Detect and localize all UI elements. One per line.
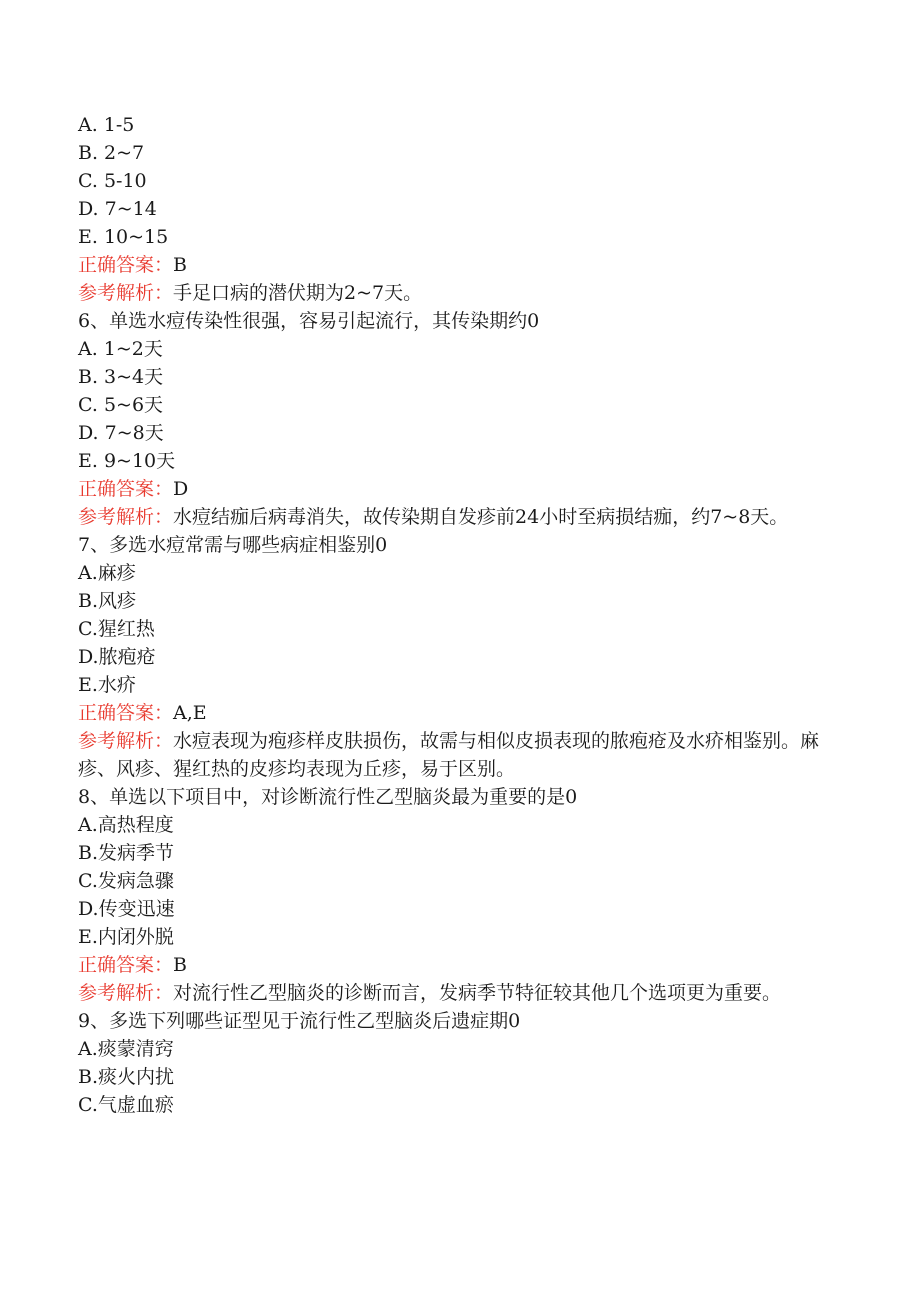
q9-option-b: B.痰火内扰 <box>78 1066 175 1088</box>
analysis-label: 参考解析： <box>78 506 174 528</box>
analysis-text: 水痘结痂后病毒消失，故传染期自发疹前24小时至病损结痂，约7~8天。 <box>173 506 789 528</box>
q8-answer <box>78 951 838 979</box>
answer-label: 正确答案： <box>78 954 174 976</box>
q7-option-c: C.猩红热 <box>78 618 155 640</box>
q5-option-d: D. 7~14 <box>78 198 157 220</box>
q6-option-d: D. 7~8天 <box>78 422 164 444</box>
answer-value: B <box>173 954 187 976</box>
q5-option-a: A. 1-5 <box>78 114 135 136</box>
q6-option-b: B. 3~4天 <box>78 366 164 388</box>
q6-analysis <box>78 503 838 531</box>
q8-option-a: A.高热程度 <box>78 814 174 836</box>
question-5 <box>78 111 838 307</box>
q9-option-c: C.气虚血瘀 <box>78 1094 174 1116</box>
q7-option-b: B.风疹 <box>78 590 137 612</box>
question-6 <box>78 307 838 531</box>
q8-analysis <box>78 979 838 1007</box>
analysis-text: 水痘表现为疱疹样皮肤损伤，故需与相似皮损表现的脓疱疮及水疥相鉴别。麻疹、风疹、猩红热的皮疹均表现为丘疹，易于区别。 <box>78 730 820 780</box>
question-9 <box>78 1007 838 1119</box>
analysis-label: 参考解析： <box>78 982 174 1004</box>
q6-question: 6、单选水痘传染性很强，容易引起流行，其传染期约0 <box>78 310 540 332</box>
q8-option-e: E.内闭外脱 <box>78 926 174 948</box>
q5-option-e: E. 10~15 <box>78 226 169 248</box>
q7-answer <box>78 699 838 727</box>
answer-label: 正确答案： <box>78 478 174 500</box>
q9-option-a: A.痰蒙清窍 <box>78 1038 174 1060</box>
q7-question: 7、多选水痘常需与哪些病症相鉴别0 <box>78 534 388 556</box>
q6-answer <box>78 475 838 503</box>
q8-option-d: D.传变迅速 <box>78 898 175 920</box>
q8-option-b: B.发病季节 <box>78 842 175 864</box>
answer-label: 正确答案： <box>78 254 174 276</box>
analysis-label: 参考解析： <box>78 282 174 304</box>
q6-option-a: A. 1~2天 <box>78 338 163 360</box>
question-8 <box>78 783 838 1007</box>
q8-option-c: C.发病急骤 <box>78 870 174 892</box>
answer-value: D <box>173 478 189 500</box>
q5-option-c: C. 5-10 <box>78 170 147 192</box>
analysis-text: 对流行性乙型脑炎的诊断而言，发病季节特征较其他几个选项更为重要。 <box>173 982 782 1004</box>
answer-value: A,E <box>173 702 207 724</box>
q7-option-a: A.麻疹 <box>78 562 136 584</box>
q7-analysis <box>78 727 838 783</box>
q8-question: 8、单选以下项目中，对诊断流行性乙型脑炎最为重要的是0 <box>78 786 578 808</box>
analysis-label: 参考解析： <box>78 730 174 752</box>
answer-value: B <box>173 254 187 276</box>
answer-label: 正确答案： <box>78 702 174 724</box>
document-page <box>78 111 838 1119</box>
q9-question: 9、多选下列哪些证型见于流行性乙型脑炎后遗症期0 <box>78 1010 521 1032</box>
q7-option-d: D.脓疱疮 <box>78 646 156 668</box>
q5-option-b: B. 2~7 <box>78 142 145 164</box>
q5-analysis <box>78 279 838 307</box>
q5-answer <box>78 251 838 279</box>
question-7 <box>78 531 838 783</box>
q6-option-c: C. 5~6天 <box>78 394 164 416</box>
q7-option-e: E.水疥 <box>78 674 136 696</box>
q6-option-e: E. 9~10天 <box>78 450 176 472</box>
analysis-text: 手足口病的潜伏期为2~7天。 <box>173 282 423 304</box>
